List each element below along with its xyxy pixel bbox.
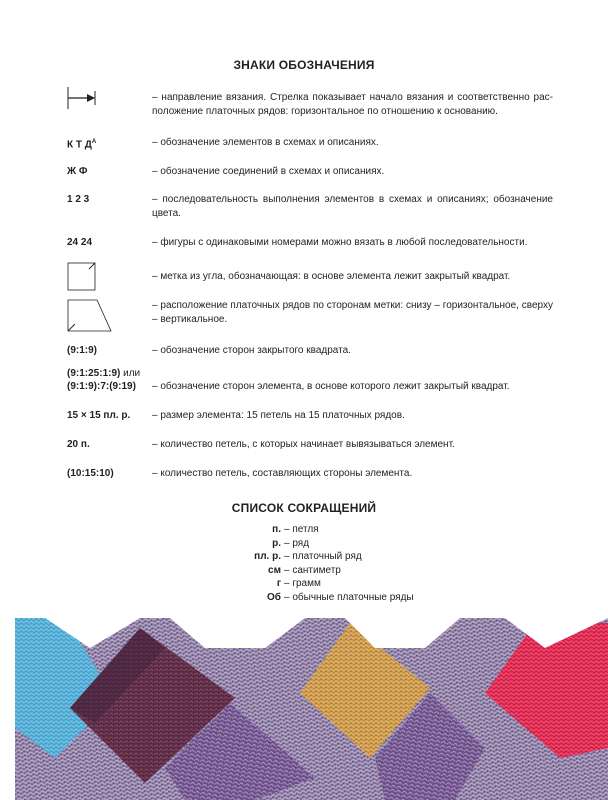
abbreviation-item — [0, 564, 608, 578]
abbreviation-item — [0, 577, 608, 591]
legend-text: – количество петель, с которых начинает вывязываться элемент. — [152, 439, 455, 450]
legend-text: – фигуры с одинаковыми номерами можно вязать в любой последовательности. — [152, 237, 528, 248]
abbreviation-item — [0, 523, 608, 537]
legend-title: ЗНАКИ ОБОЗНАЧЕНИЯ — [233, 58, 375, 72]
abbreviation-meaning: – сантиметр — [284, 564, 341, 576]
abbreviation: пл. р. — [254, 551, 281, 562]
legend-text: – направление вязания. Стрелка показывает начало вязания и соответственно расположение платочных рядов: горизонтальное по отношению к основанию. — [152, 92, 553, 117]
abbreviation: г — [276, 578, 281, 589]
abbreviation-meaning: – платочный ряд — [284, 551, 362, 562]
legend-text: – обозначение соединений в схемах и описаниях. — [152, 166, 385, 177]
abbreviation-meaning: – петля — [284, 524, 319, 535]
knitted-patchwork-photo — [15, 608, 608, 800]
legend-symbol: Ж Ф — [67, 166, 88, 177]
legend-symbol: К Т $Д^А$ — [67, 139, 97, 151]
abbreviation: р. — [272, 537, 281, 549]
legend-symbol: (9:1:9) — [67, 345, 98, 356]
abbreviation-meaning: – грамм — [284, 578, 321, 589]
abbreviation-item — [0, 550, 608, 564]
legend-symbol: 20 п. — [67, 439, 90, 450]
corner-mark-square-icon — [67, 262, 97, 292]
abbreviations-list — [0, 523, 608, 604]
legend-text: – количество петель, составляющих стороны элемента. — [152, 468, 413, 479]
superscript: А — [91, 139, 97, 145]
legend-text: – размер элемента: 15 петель на 15 платочных рядов. — [152, 410, 405, 421]
abbreviation: п. — [272, 524, 281, 535]
legend-text: – обозначение сторон закрытого квадрата. — [152, 345, 351, 356]
abbreviation-item — [0, 537, 608, 551]
legend-text: – обозначение сторон элемента, в основе которого лежит закрытый квадрат. — [152, 381, 510, 392]
legend-symbol: 15 × 15 пл. р. — [67, 410, 131, 421]
abbreviation: см — [268, 564, 281, 576]
corner-mark-trapezoid-icon — [67, 299, 113, 333]
knitting-direction-arrow-icon — [67, 87, 99, 111]
legend-symbol: 24 24 — [67, 237, 93, 248]
legend-text: – последовательность выполнения элементов в схемах и описаниях; обозначение цвета. — [152, 194, 553, 219]
legend-symbol: (9:1:25:1:9) или (9:1:9):7:(9:19) — [67, 368, 141, 392]
legend-text: – расположение платочных рядов по сторонам метки: снизу – горизонтальное, сверху – вертикальное. — [152, 300, 553, 325]
abbreviation-item — [0, 591, 608, 605]
legend-text: – метка из угла, обозначающая: в основе элемента лежит закрытый квадрат. — [152, 271, 511, 282]
abbreviation-meaning: – обычные платочные ряды — [284, 591, 414, 603]
abbreviation: Об — [267, 591, 281, 603]
legend-symbol: 1 2 3 — [67, 194, 90, 205]
legend-symbol: (10:15:10) — [67, 468, 114, 479]
abbreviations-title: СПИСОК СОКРАЩЕНИЙ — [231, 501, 377, 515]
abbreviation-meaning: – ряд — [284, 537, 310, 549]
legend-text: – обозначение элементов в схемах и описаниях. — [152, 137, 379, 148]
